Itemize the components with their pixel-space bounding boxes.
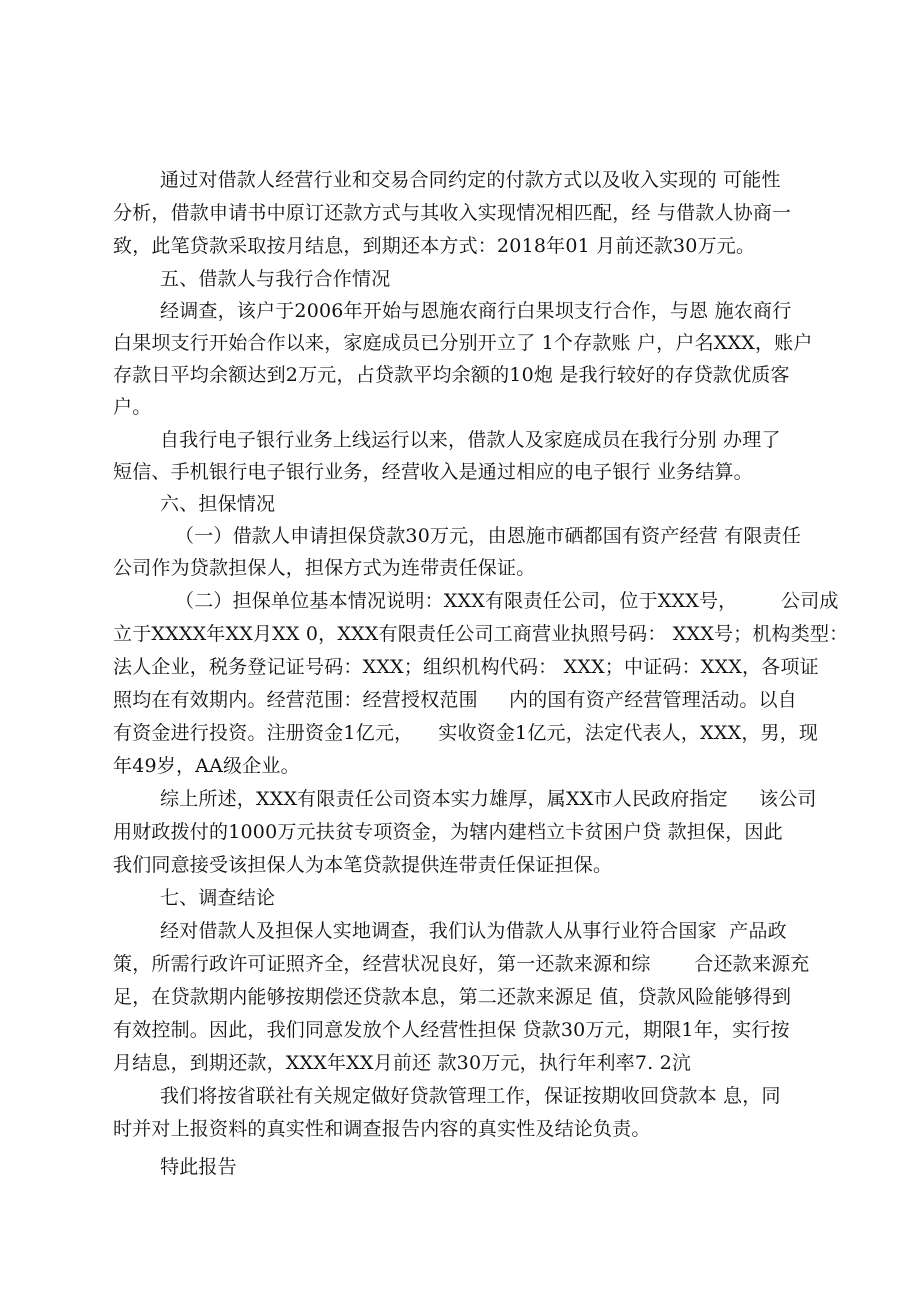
text-line: 公司作为贷款担保人，担保方式为连带责任保证。 [113,557,536,579]
text-line: 立于XXXX年XX月XX 0，XXX有限责任公司工商营业执照号码： XXX号；机构类型： [113,623,849,645]
text-line: 通过对借款人经营行业和交易合同约定的付款方式以及收入实现的 可能性 [160,169,781,191]
text-line: 策，所需行政许可证照齐全，经营状况良好，第一还款来源和综 合还款来源充 [113,953,810,975]
text-line: 自我行电子银行业务上线运行以来，借款人及家庭成员在我行分别 办理了 [160,429,781,451]
text-line: 经对借款人及担保人实地调查，我们认为借款人从事行业符合国家 产品政 [160,920,787,942]
section-heading: 五、借款人与我行合作情况 [160,268,391,290]
text-line: 有资金进行投资。注册资金1亿元， 实收资金1亿元，法定代表人，XXX，男，现 [113,722,819,744]
closing-remark: 特此报告 [160,1156,237,1178]
text-line: 经调查，该户于2006年开始与恩施农商行白果坝支行合作，与恩 施农商行 [160,300,792,322]
text-line: 我们将按省联社有关规定做好贷款管理工作，保证按期收回贷款本 息，同 [160,1085,781,1107]
text-line: 短信、手机银行电子银行业务，经营收入是通过相应的电子银行 业务结算。 [113,461,753,483]
text-line: 致，此笔贷款采取按月结息，到期还本方式：2018年01 月前还款30万元。 [113,235,756,257]
text-line: 年49岁，AA级企业。 [113,755,300,777]
text-line: 照均在有效期内。经营范围：经营授权范围 内的国有资产经营管理活动。以自 [113,689,797,711]
text-line: 我们同意接受该担保人为本笔贷款提供连带责任保证担保。 [113,854,613,876]
text-line: （一）借款人申请担保贷款30万元，由恩施市硒都国有资产经营 有限责任 [175,525,802,547]
text-line: 用财政拨付的1000万元扶贫专项资金，为辖内建档立卡贫困户贷 款担保，因此 [113,821,783,843]
text-line: 时并对上报资料的真实性和调查报告内容的真实性及结论负责。 [113,1118,651,1140]
text-line: 有效控制。因此，我们同意发放个人经营性担保 贷款30万元，期限1年，实行按 [113,1019,790,1041]
text-line: （二）担保单位基本情况说明：XXX有限责任公司，位于XXX号， 公司成 [175,590,839,612]
text-line: 综上所述，XXX有限责任公司资本实力雄厚，属XX市人民政府指定 该公司 [160,788,817,810]
text-line: 足，在贷款期内能够按期偿还贷款本息，第二还款来源足 值，贷款风险能够得到 [113,986,792,1008]
text-line: 月结息，到期还款，XXX年XX月前还 款30万元，执行年利率7. 2沆 [113,1052,692,1074]
section-heading: 六、担保情况 [160,493,276,515]
text-line: 分析，借款申请书中原订还款方式与其收入实现情况相匹配，经 与借款人协商一 [113,202,792,224]
text-line: 白果坝支行开始合作以来，家庭成员已分别开立了 1个存款账 户，户名XXX，账户 [113,332,813,354]
text-line: 户。 [113,396,152,418]
text-line: 法人企业，税务登记证号码：XXX；组织机构代码： XXX；中证码：XXX，各项证 [113,656,819,678]
text-line: 存款日平均余额达到2万元，占贷款平均余额的10炮 是我行较好的存贷款优质客 [113,364,790,386]
section-heading: 七、调查结论 [160,887,276,909]
